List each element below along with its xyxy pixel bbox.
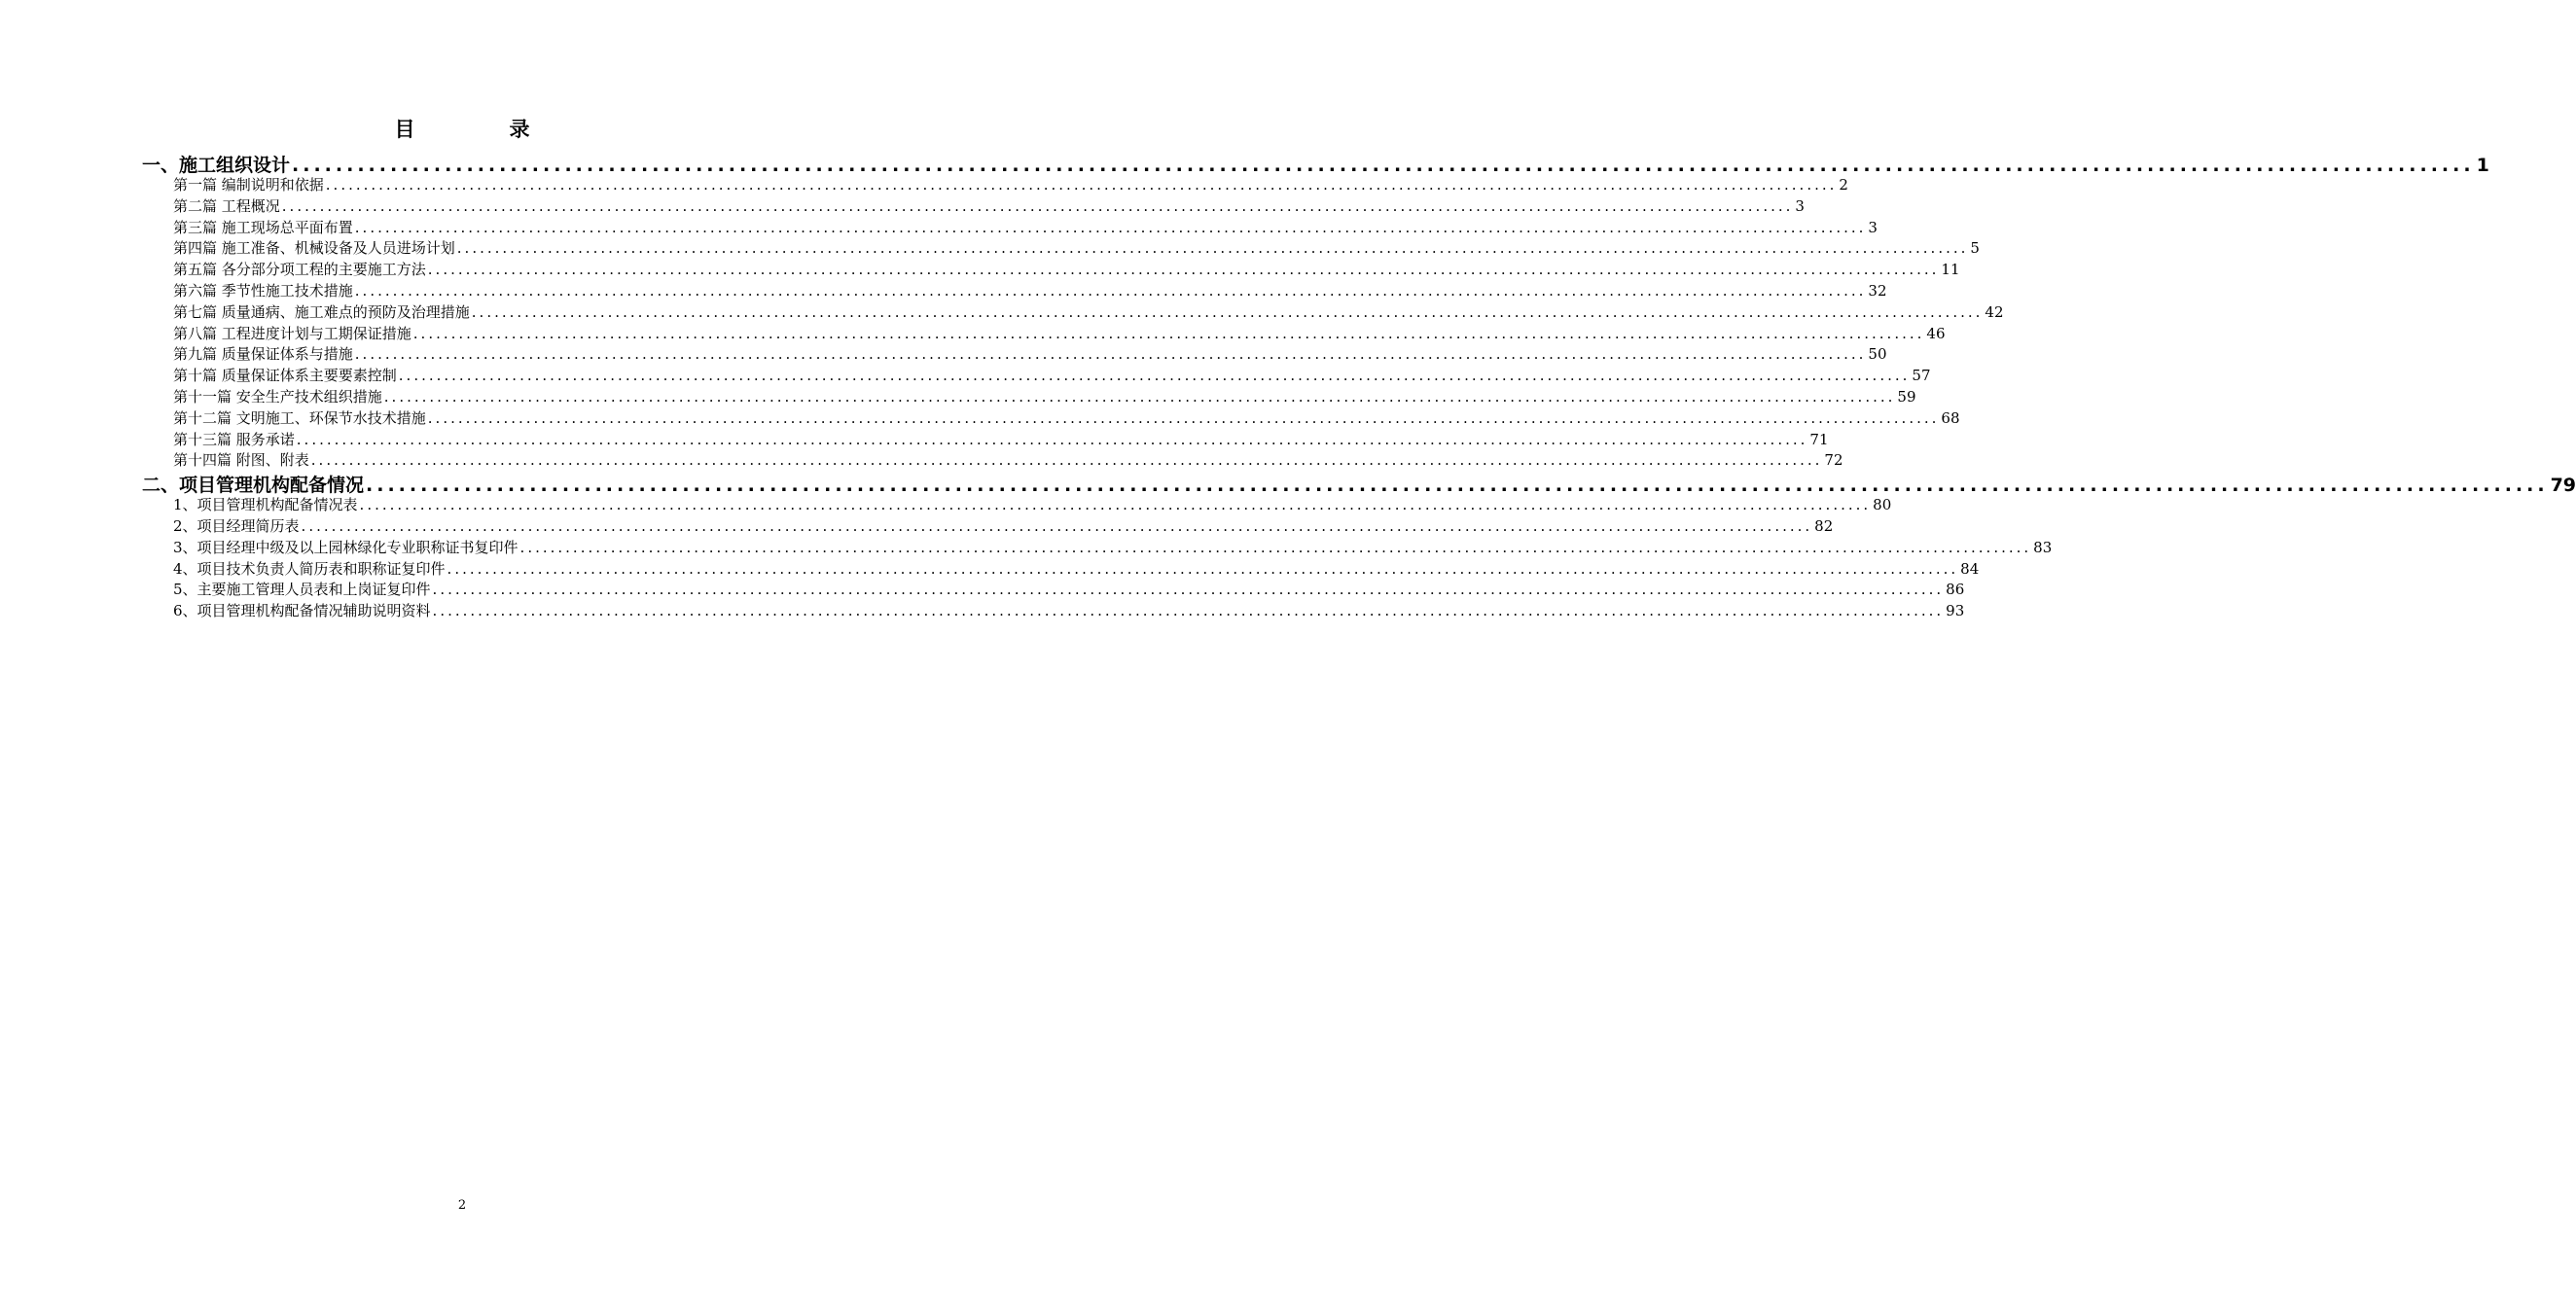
- toc-entry-text: 第四篇 施工准备、机械设备及人员进场计划: [173, 239, 455, 258]
- toc-dot-leader: ........................................................................................................................................................................................................: [354, 281, 1867, 300]
- toc-section-entry[interactable]: [142, 471, 2576, 497]
- toc-entry[interactable]: [142, 365, 1931, 386]
- toc-entry[interactable]: [142, 174, 1848, 195]
- toc-entry-text: 第八篇 工程进度计划与工期保证措施: [173, 324, 411, 342]
- toc-page-number: 46: [1926, 324, 1946, 342]
- toc-dot-leader: ........................................................................................................................................................................................................: [359, 496, 1872, 514]
- toc-dot-leader: ........................................................................................................................................................................................................: [325, 176, 1838, 194]
- toc-dot-leader: ........................................................................................................................................................................................................: [301, 516, 1813, 535]
- toc-dot-leader: ........................................................................................................................................................................................................: [447, 559, 1959, 578]
- toc-page-number: 86: [1946, 581, 1965, 599]
- toc-entry-text: 第七篇 质量通病、施工难点的预防及治理措施: [173, 302, 470, 321]
- toc-entry-text: 1、项目管理机构配备情况表: [173, 496, 358, 514]
- toc-entry-text: 第十三篇 服务承诺: [173, 430, 295, 448]
- toc-dot-leader: ........................................................................................................................................................................................................: [398, 367, 1911, 385]
- toc-dot-leader: ........................................................................................................................................................................................................: [519, 538, 2032, 556]
- toc-entry-text: 第九篇 质量保证体系与措施: [173, 345, 353, 364]
- toc-dot-leader: ........................................................................................................................................................................................................: [432, 602, 1945, 620]
- toc-entry-text: 第三篇 施工现场总平面布置: [173, 218, 353, 236]
- toc-entry[interactable]: [142, 449, 1843, 471]
- toc-entry-text: 第十四篇 附图、附表: [173, 451, 309, 470]
- toc-entry-text: 2、项目经理简历表: [173, 516, 300, 535]
- toc-entry[interactable]: [142, 217, 1878, 238]
- toc-dot-leader: ........................................................................................................................................................................................................: [471, 302, 1984, 321]
- toc-entry-text: 3、项目经理中级及以上园林绿化专业职称证书复印件: [173, 538, 519, 556]
- toc-dot-leader: ........................................................................................................................................................................................................: [296, 430, 1808, 448]
- toc-entry-text: 二、项目管理机构配备情况: [142, 475, 365, 497]
- toc-dot-leader: ........................................................................................................................................................................................................: [354, 218, 1867, 236]
- toc-page-number: 79: [2550, 475, 2576, 497]
- toc-entry-text: 第一篇 编制说明和依据: [173, 176, 324, 194]
- toc-dot-leader: ........................................................................................................................................................................................................: [366, 475, 2549, 497]
- toc-page-number: 82: [1814, 516, 1834, 535]
- toc-title: 目 录: [394, 118, 567, 141]
- toc-dot-leader: ........................................................................................................................................................................................................: [456, 239, 1969, 258]
- toc-dot-leader: ........................................................................................................................................................................................................: [354, 345, 1867, 364]
- toc-entry[interactable]: [142, 558, 1980, 580]
- toc-page-number: 59: [1897, 387, 1916, 406]
- toc-entry[interactable]: [142, 237, 1980, 259]
- toc-entry[interactable]: [142, 537, 2053, 558]
- toc-dot-leader: ........................................................................................................................................................................................................: [383, 387, 1896, 406]
- toc-page-number: 50: [1868, 345, 1887, 364]
- toc-entry[interactable]: [142, 579, 1965, 600]
- toc-page-number: 71: [1809, 430, 1829, 448]
- toc-page-number: 3: [1868, 218, 1878, 236]
- toc-page-number: 84: [1960, 559, 1980, 578]
- toc-entry[interactable]: [142, 323, 1946, 344]
- toc-page-number: 93: [1946, 602, 1965, 620]
- toc-entry[interactable]: [142, 280, 1887, 301]
- toc-entry[interactable]: [142, 600, 1965, 621]
- toc-page-number: 80: [1873, 496, 1892, 514]
- toc-dot-leader: ........................................................................................................................................................................................................: [427, 261, 1940, 279]
- toc-entry[interactable]: [142, 195, 1805, 217]
- toc-page-number: 2: [1839, 176, 1848, 194]
- toc-page-number: 32: [1868, 281, 1887, 300]
- toc-entry-text: 5、主要施工管理人员表和上岗证复印件: [173, 581, 431, 599]
- toc-page-number: 68: [1941, 408, 1960, 427]
- page-number: 2: [457, 1198, 467, 1213]
- table-of-contents: [142, 151, 2576, 621]
- toc-entry[interactable]: [142, 407, 1960, 429]
- toc-entry[interactable]: [142, 301, 2004, 323]
- toc-entry-text: 第十二篇 文明施工、环保节水技术措施: [173, 408, 426, 427]
- toc-page-number: 57: [1912, 367, 1931, 385]
- toc-section-entry[interactable]: [142, 151, 2489, 176]
- toc-entry-text: 6、项目管理机构配备情况辅助说明资料: [173, 602, 431, 620]
- toc-entry[interactable]: [142, 494, 1892, 515]
- toc-entry-text: 第五篇 各分部分项工程的主要施工方法: [173, 261, 426, 279]
- toc-dot-leader: ........................................................................................................................................................................................................: [281, 196, 1794, 215]
- toc-entry-text: 第二篇 工程概况: [173, 196, 280, 215]
- toc-dot-leader: ........................................................................................................................................................................................................: [310, 451, 1823, 470]
- toc-page-number: 5: [1970, 239, 1980, 258]
- toc-dot-leader: ........................................................................................................................................................................................................: [432, 581, 1945, 599]
- toc-page-number: 11: [1941, 261, 1960, 279]
- toc-entry-text: 一、施工组织设计: [142, 155, 291, 176]
- toc-page-number: 42: [1985, 302, 2004, 321]
- toc-page-number: 1: [2476, 155, 2489, 176]
- toc-entry[interactable]: [142, 343, 1887, 365]
- toc-dot-leader: ........................................................................................................................................................................................................: [292, 155, 2475, 176]
- toc-entry[interactable]: [142, 259, 1960, 280]
- toc-dot-leader: ........................................................................................................................................................................................................: [427, 408, 1940, 427]
- toc-entry-text: 第十一篇 安全生产技术组织措施: [173, 387, 382, 406]
- toc-entry-text: 4、项目技术负责人简历表和职称证复印件: [173, 559, 446, 578]
- toc-entry[interactable]: [142, 386, 1916, 407]
- toc-entry[interactable]: [142, 515, 1834, 537]
- toc-entry-text: 第六篇 季节性施工技术措施: [173, 281, 353, 300]
- toc-entry[interactable]: [142, 429, 1829, 450]
- toc-dot-leader: ........................................................................................................................................................................................................: [412, 324, 1925, 342]
- toc-page-number: 83: [2033, 538, 2053, 556]
- toc-page-number: 72: [1824, 451, 1843, 470]
- toc-page-number: 3: [1795, 196, 1805, 215]
- toc-entry-text: 第十篇 质量保证体系主要要素控制: [173, 367, 397, 385]
